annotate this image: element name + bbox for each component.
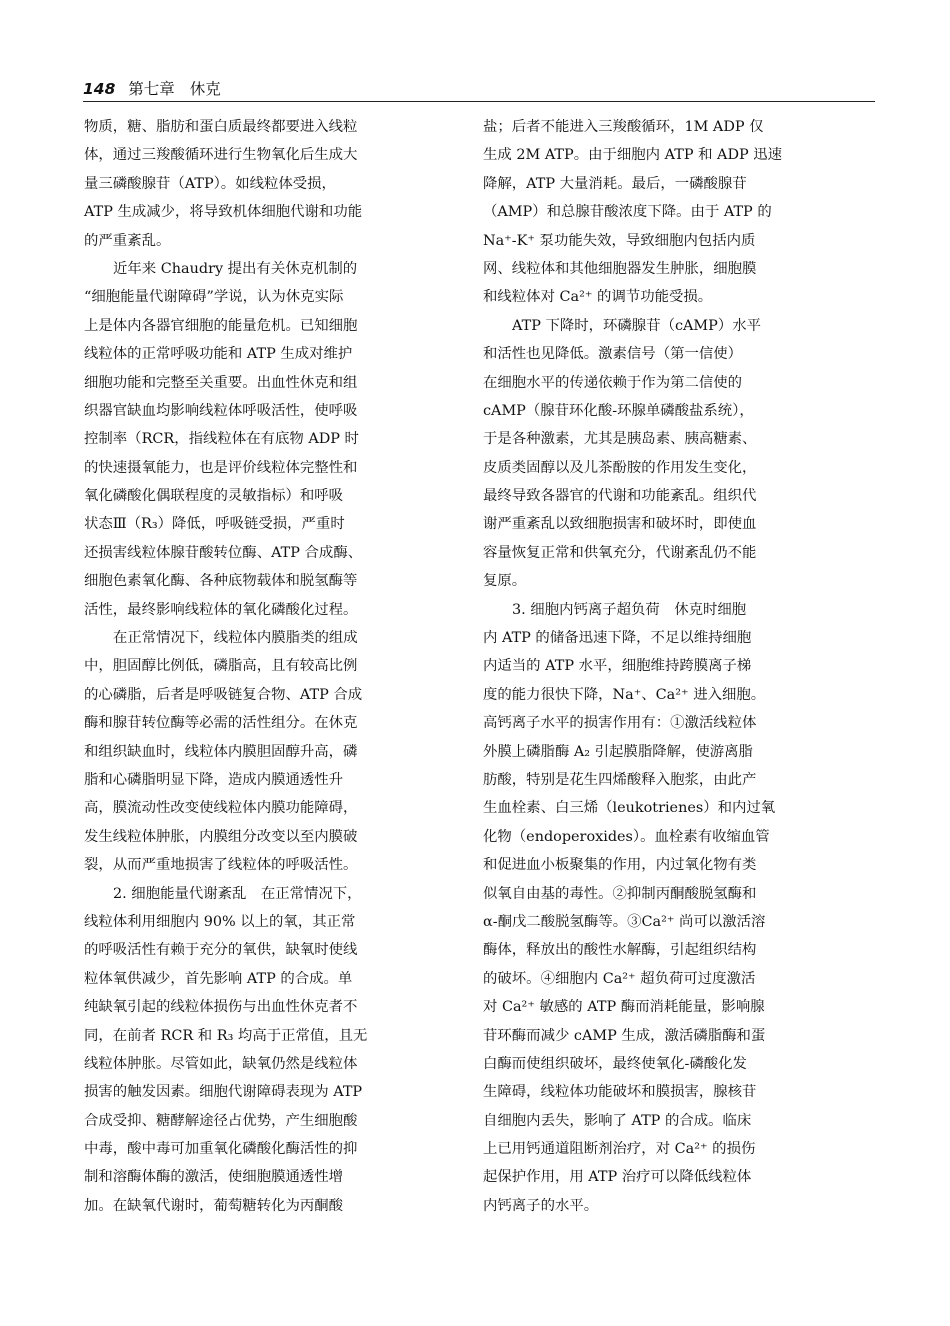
text-line: 酶体，释放出的酸性水解酶，引起组织结构 — [483, 942, 757, 959]
text-line: 化物（endoperoxides）。血栓素有收缩血管 — [483, 828, 770, 845]
text-line: 复原。 — [483, 573, 527, 590]
text-line: 中，胆固醇比例低，磷脂高，且有较高比例 — [84, 658, 358, 675]
text-line: 生血栓素、白三烯（leukotrienes）和内过氧 — [483, 800, 776, 817]
text-line: 皮质类固醇以及儿茶酚胺的作用发生变化， — [483, 459, 757, 476]
running-header — [83, 78, 875, 100]
text-line: Na⁺-K⁺ 泵功能失效，导致细胞内包括内质 — [483, 232, 756, 249]
text-line: ATP 生成减少，将导致机体细胞代谢和功能 — [84, 204, 363, 221]
text-line: 内 ATP 的储备迅速下降，不足以维持细胞 — [483, 630, 752, 647]
text-line: 的心磷脂，后者是呼吸链复合物、ATP 合成 — [84, 686, 363, 703]
text-line: 织器官缺血均影响线粒体呼吸活性，使呼吸 — [84, 402, 358, 419]
text-line: 裂，从而严重地损害了线粒体的呼吸活性。 — [84, 857, 358, 874]
text-line: 粒体氧供减少，首先影响 ATP 的合成。单 — [84, 970, 353, 987]
text-line: 酶和腺苷转位酶等必需的活性组分。在休克 — [84, 715, 358, 732]
text-line: 内钙离子的水平。 — [483, 1197, 599, 1214]
text-line: 体，通过三羧酸循环进行生物氧化后生成大 — [84, 147, 358, 164]
text-line: 白酶而使组织破坏，最终使氧化-磷酸化发 — [483, 1055, 747, 1072]
text-line: 苷环酶而减少 cAMP 生成，激活磷脂酶和蛋 — [483, 1027, 766, 1044]
right-column — [483, 113, 843, 1220]
text-line: 肪酸，特别是花生四烯酸释入胞浆，由此产 — [483, 771, 757, 788]
text-line: 的严重紊乱。 — [84, 232, 171, 249]
text-line: 降解，ATP 大量消耗。最后，一磷酸腺苷 — [483, 175, 747, 192]
text-line: 上是体内各器官细胞的能量危机。已知细胞 — [84, 317, 358, 334]
text-line: 状态Ⅲ（R₃）降低，呼吸链受损，严重时 — [84, 516, 345, 533]
text-line: 同，在前者 RCR 和 R₃ 均高于正常值，且无 — [84, 1027, 368, 1044]
text-line: 容量恢复正常和供氧充分，代谢紊乱仍不能 — [483, 544, 757, 561]
text-line: 于是各种激素，尤其是胰岛素、胰高糖素、 — [483, 431, 757, 448]
text-line: 自细胞内丢失，影响了 ATP 的合成。临床 — [483, 1112, 752, 1129]
text-line: 度的能力很快下降，Na⁺、Ca²⁺ 进入细胞。 — [483, 686, 766, 703]
text-line: 活性，最终影响线粒体的氧化磷酸化过程。 — [84, 601, 358, 618]
section-heading-line: 2. 细胞能量代谢紊乱 在正常情况下， — [113, 885, 362, 902]
text-line: 纯缺氧引起的线粒体损伤与出血性休克者不 — [84, 999, 358, 1016]
text-line: 控制率（RCR，指线粒体在有底物 ADP 时 — [84, 431, 359, 448]
text-line: 生障碍，线粒体功能破坏和膜损害，腺核苷 — [483, 1084, 757, 1101]
text-line: 氧化磷酸化偶联程度的灵敏指标）和呼吸 — [84, 488, 344, 505]
text-line: 和线粒体对 Ca²⁺ 的调节功能受损。 — [483, 289, 713, 306]
text-line: 还损害线粒体腺苷酸转位酶、ATP 合成酶、 — [84, 544, 363, 561]
text-line: 量三磷酸腺苷（ATP）。如线粒体受损， — [84, 175, 336, 192]
text-line: 高钙离子水平的损害作用有：①激活线粒体 — [483, 715, 757, 732]
chapter-label: 第七章 — [128, 80, 175, 98]
text-line: 最终导致各器官的代谢和功能紊乱。组织代 — [483, 488, 757, 505]
text-line: 损害的触发因素。细胞代谢障碍表现为 ATP — [84, 1084, 363, 1101]
text-line: 细胞功能和完整至关重要。出血性休克和组 — [84, 374, 358, 391]
text-line: 盐；后者不能进入三羧酸循环，1M ADP 仅 — [483, 119, 764, 135]
text-line: 中毒，酸中毒可加重氧化磷酸化酶活性的抑 — [84, 1141, 358, 1158]
text-line: cAMP（腺苷环化酸-环腺单磷酸盐系统）， — [483, 402, 754, 419]
text-line: 制和溶酶体酶的激活，使细胞膜通透性增 — [84, 1169, 344, 1186]
text-line: 线粒体肿胀。尽管如此，缺氧仍然是线粒体 — [84, 1055, 358, 1072]
text-line: （AMP）和总腺苷酸浓度下降。由于 ATP 的 — [483, 204, 772, 221]
paragraph-start: 在正常情况下，线粒体内膜脂类的组成 — [113, 630, 358, 647]
header-rule — [83, 101, 875, 102]
text-line: 外膜上磷脂酶 A₂ 引起膜脂降解，使游离脂 — [483, 743, 753, 760]
text-line: 在细胞水平的传递依赖于作为第二信使的 — [483, 374, 743, 391]
text-line: 线粒体利用细胞内 90% 以上的氧，其正常 — [84, 913, 356, 930]
text-line: 内适当的 ATP 水平，细胞维持跨膜离子梯 — [483, 658, 752, 675]
text-line: 似氧自由基的毒性。②抑制丙酮酸脱氢酶和 — [483, 885, 757, 902]
text-line: 脂和心磷脂明显下降，造成内膜通透性升 — [84, 771, 344, 788]
text-line: 对 Ca²⁺ 敏感的 ATP 酶而消耗能量，影响腺 — [483, 999, 765, 1016]
text-line: 加。在缺氧代谢时，葡萄糖转化为丙酮酸 — [84, 1197, 344, 1214]
text-line: 起保护作用，用 ATP 治疗可以降低线粒体 — [483, 1169, 752, 1186]
text-line: “细胞能量代谢障碍”学说，认为休克实际 — [84, 289, 344, 306]
text-line: 的快速摄氧能力，也是评价线粒体完整性和 — [84, 459, 358, 476]
text-line: 线粒体的正常呼吸功能和 ATP 生成对维护 — [84, 346, 353, 363]
left-column — [84, 113, 444, 1220]
text-line: 的破坏。④细胞内 Ca²⁺ 超负荷可过度激活 — [483, 970, 756, 987]
text-line: 发生线粒体肿胀，内膜组分改变以至内膜破 — [84, 828, 358, 845]
text-line: 生成 2M ATP。由于细胞内 ATP 和 ADP 迅速 — [483, 147, 783, 164]
text-line: 和促进血小板聚集的作用，内过氧化物有类 — [483, 857, 757, 874]
text-line: 和活性也见降低。激素信号（第一信使） — [483, 346, 743, 363]
page-number: 148 — [83, 80, 116, 98]
text-line: 的呼吸活性有赖于充分的氧供，缺氧时使线 — [84, 942, 358, 959]
text-line: 上已用钙通道阻断剂治疗，对 Ca²⁺ 的损伤 — [483, 1141, 756, 1158]
text-line: 谢严重紊乱以致细胞损害和破坏时，即使血 — [483, 516, 757, 533]
text-line: 合成受抑、糖酵解途径占优势，产生细胞酸 — [84, 1112, 358, 1129]
text-line: α-酮戊二酸脱氢酶等。③Ca²⁺ 尚可以激活溶 — [483, 913, 766, 930]
paragraph-start: 近年来 Chaudry 提出有关休克机制的 — [113, 260, 358, 277]
section-heading-line: 3. 细胞内钙离子超负荷 休克时细胞 — [512, 601, 747, 618]
text-line: 网、线粒体和其他细胞器发生肿胀，细胞膜 — [483, 260, 757, 277]
text-line: 和组织缺血时，线粒体内膜胆固醇升高，磷 — [84, 743, 358, 760]
text-line: 物质，糖、脂肪和蛋白质最终都要进入线粒 — [84, 119, 358, 135]
paragraph-start: ATP 下降时，环磷腺苷（cAMP）水平 — [512, 317, 762, 334]
text-line: 高，膜流动性改变使线粒体内膜功能障碍， — [84, 800, 358, 817]
text-line: 细胞色素氧化酶、各种底物载体和脱氢酶等 — [84, 573, 358, 590]
chapter-title: 休克 — [189, 80, 221, 98]
